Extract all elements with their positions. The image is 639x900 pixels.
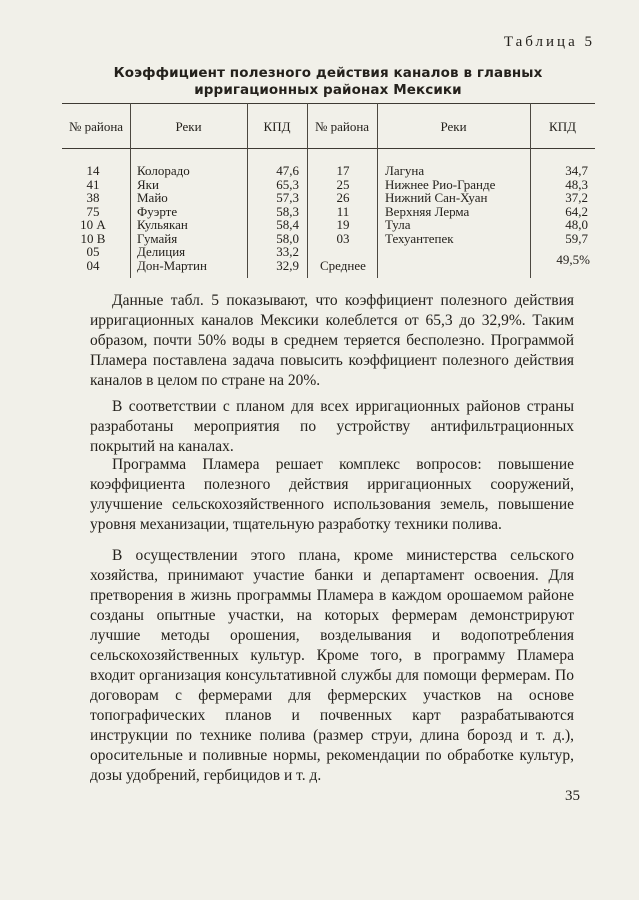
page-number: 35 [565, 788, 580, 804]
table-cell-efficiency: 47,6 [276, 163, 299, 178]
header-rivers: Реки [440, 119, 467, 134]
table-cell-efficiency: 58,0 [276, 230, 299, 246]
table-cell-district: 10 А [80, 217, 106, 232]
table-cell-district: 14 [86, 163, 100, 178]
table-cell-river: Гумайя [137, 230, 178, 246]
efficiency-table [62, 103, 595, 283]
table-cell-district: 04 [86, 257, 100, 273]
table-cell-district: 25 [336, 176, 350, 192]
table-cell-efficiency: 32,9 [276, 257, 299, 273]
table-cell-river: Колорадо [137, 163, 190, 178]
table-cell-river: Нижний Сан-Хуан [385, 190, 488, 205]
table-cell-efficiency: 34,7 [565, 163, 588, 178]
table-cell-river: Лагуна [385, 163, 425, 178]
average-value: 49,5% [556, 252, 590, 267]
table-cell-district: 19 [336, 217, 350, 232]
table-top-rule [62, 103, 595, 104]
table-cell-district: 03 [336, 230, 350, 246]
table-cell-river: Делиция [137, 244, 186, 259]
table-cell-efficiency: 64,2 [565, 203, 588, 219]
caption-line-1: Коэффициент полезного действия каналов в главных [113, 65, 543, 81]
table-cell-efficiency: 58,4 [276, 217, 299, 232]
caption-line-2: ирригационных районах Мексики [194, 82, 462, 98]
table-cell-efficiency: 48,0 [565, 217, 588, 232]
header-rivers: Реки [175, 119, 202, 134]
table-cell-district: 41 [86, 176, 100, 192]
table-label: Таблица 5 [503, 34, 595, 50]
table-cell-river: Верхняя Лерма [385, 203, 470, 219]
table-cell-river: Дон-Мартин [137, 257, 207, 273]
table-cell-river: Яки [137, 176, 159, 192]
table-cell-district: 26 [336, 190, 350, 205]
table-cell-district: 10 В [80, 230, 106, 246]
table-header-rule [62, 148, 595, 149]
table-cell-river: Тула [385, 217, 411, 232]
header-district: № района [68, 119, 124, 134]
table-cell-river: Кульякан [137, 217, 188, 232]
table-cell-district: 05 [86, 244, 100, 259]
table-cell-efficiency: 65,3 [276, 176, 299, 192]
table-cell-river: Нижнее Рио-Гранде [385, 176, 496, 192]
table-cell-efficiency: 58,3 [276, 203, 299, 219]
table-cell-efficiency: 57,3 [276, 190, 299, 205]
table-cell-efficiency: 48,3 [565, 176, 588, 192]
table-cell-district: 75 [86, 203, 100, 219]
table-cell-efficiency: 59,7 [565, 230, 588, 246]
header-efficiency: КПД [549, 119, 576, 134]
table-cell-district: 17 [336, 163, 350, 178]
body-paragraph: Данные табл. 5 показывают, что коэффициент полезного действия ирригационных каналов Мексики колеблется от 65,3 до 32,9%. Таким образом, почти 50% воды в среднем теряется бесполезно. Программой Пламера поставлена задача повысить коэффициент полезного действия каналов в целом по стране на 20%. [90, 292, 574, 389]
body-paragraph: В осуществлении этого плана, кроме министерства сельского хозяйства, принимают участие банки и департамент освоения. Для претворения в жизнь программы Пламера в каждом орошаемом районе созданы опытные участки, на которых фермерам демонстрируют лучшие методы орошения, возделывания и водопотребления сельскохозяйственных культур. Кроме того, в программу Пламера входит организация консультативной службы для помощи фермерам. По договорам с фермерами для фермерских участков на основе топографических планов и почвенных карт разрабатываются инструкции по технике полива (размер струи, длина борозд и т. д.), оросительные и поливные нормы, рекомендации по обработке культур, дозы удобрений, гербицидов и т. д. [90, 547, 574, 784]
body-paragraph: Программа Пламера решает комплекс вопросов: повышение коэффициента полезного действия ирригационных сооружений, улучшение сельскохозяйственного использования земель, повышение уровня механизации, тщательную разработку техники полива. [90, 456, 574, 533]
table-cell-river: Майо [137, 190, 168, 205]
table-cell-river: Техуантепек [385, 230, 454, 246]
table-cell-efficiency: 37,2 [565, 190, 588, 205]
average-label: Среднее [320, 257, 366, 273]
table-cell-river: Фуэрте [137, 203, 178, 219]
header-district: № района [314, 119, 370, 134]
body-paragraph: В соответствии с планом для всех ирригационных районов страны разработаны мероприятия по устройству антифильтрационных покрытий на каналах. [90, 398, 574, 455]
table-caption [78, 65, 578, 99]
table-cell-district: 11 [336, 203, 350, 219]
table-cell-district: 38 [86, 190, 100, 205]
table-cell-efficiency: 33,2 [276, 244, 299, 259]
header-efficiency: КПД [263, 119, 291, 134]
